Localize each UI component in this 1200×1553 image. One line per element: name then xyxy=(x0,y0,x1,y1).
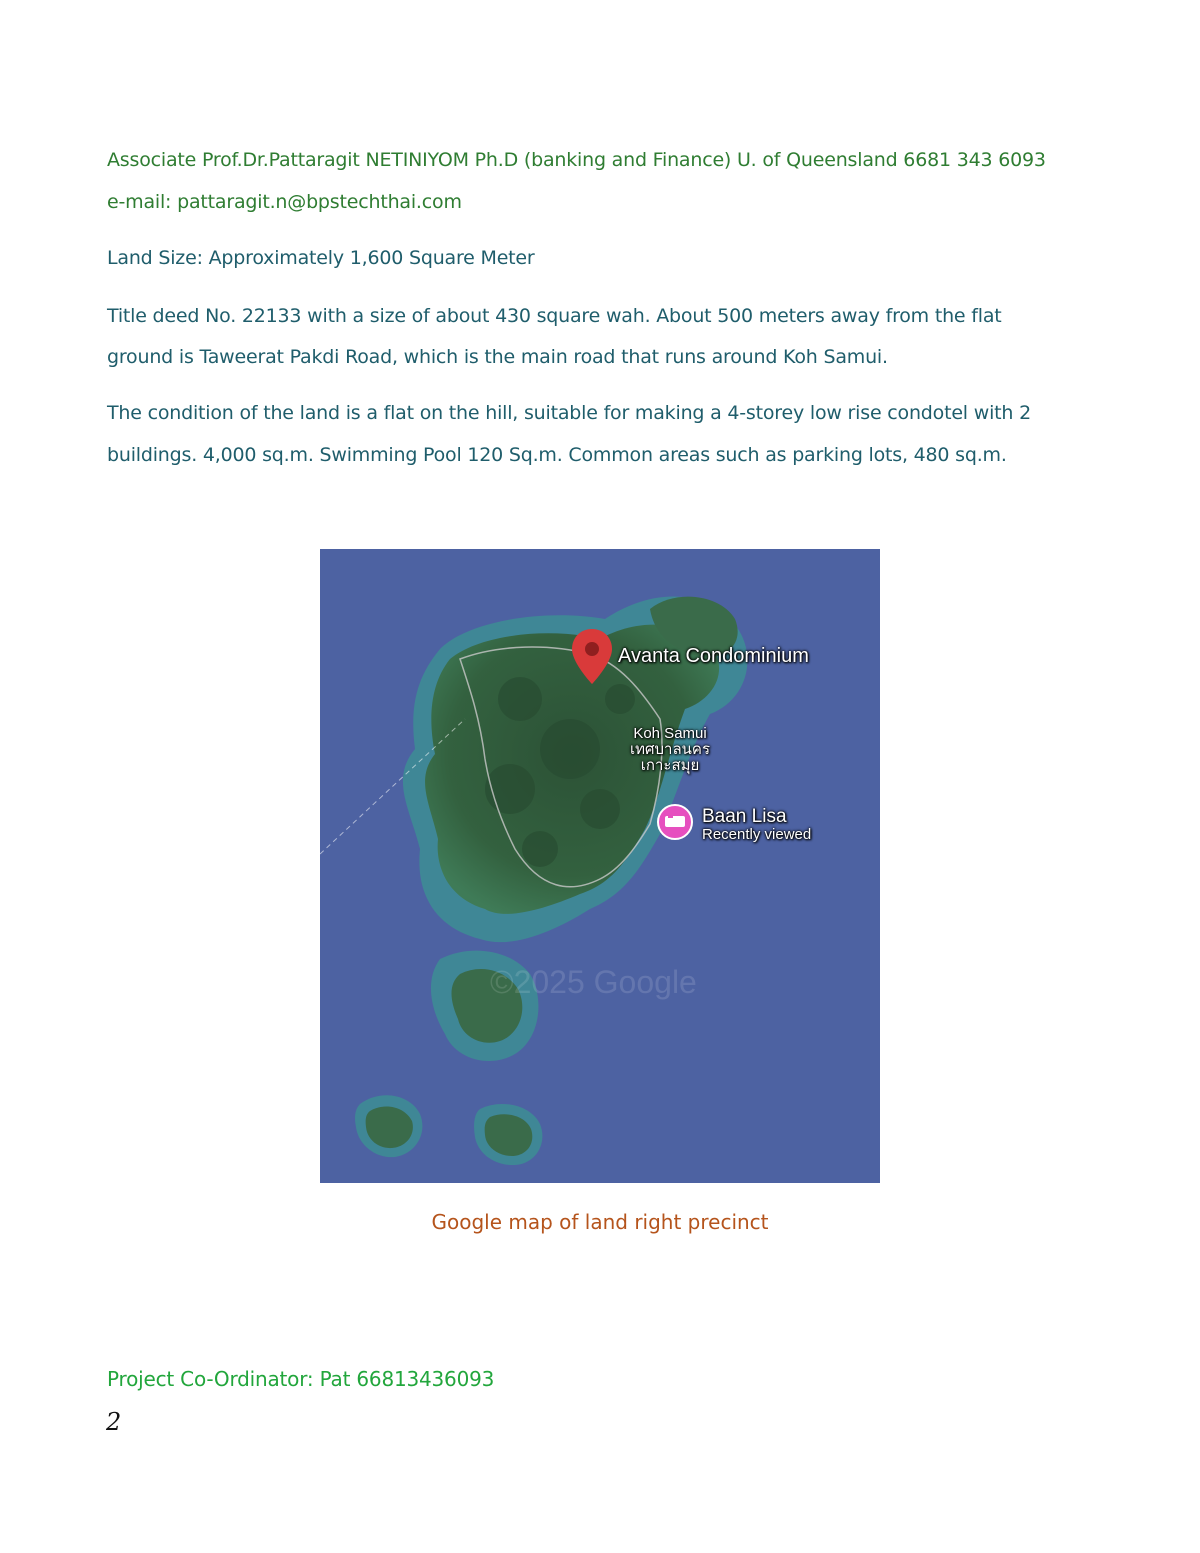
hotel-icon[interactable] xyxy=(658,805,692,839)
map-caption: Google map of land right precinct xyxy=(431,1210,769,1234)
island-label-en: Koh Samui xyxy=(633,725,707,742)
title-deed-line-2: ground is Taweerat Pakdi Road, which is the main road that runs around Koh Samui. xyxy=(107,346,888,368)
condition-line-2: buildings. 4,000 sq.m. Swimming Pool 120 Sq.m. Common areas such as parking lots, 480 sq.m. xyxy=(107,444,1007,466)
satellite-map xyxy=(320,549,880,1183)
page-number: 2 xyxy=(106,1408,122,1436)
place-sublabel: Recently viewed xyxy=(702,826,812,843)
map-watermark: ©2025 Google xyxy=(490,964,697,1000)
title-deed-line-1: Title deed No. 22133 with a size of about 430 square wah. About 500 meters away from the flat xyxy=(107,305,1002,327)
island-label xyxy=(630,726,710,774)
condition-line-1: The condition of the land is a flat on the hill, suitable for making a 4-storey low rise condotel with 2 xyxy=(107,402,1031,424)
coordinator-line: Project Co-Ordinator: Pat 66813436093 xyxy=(107,1367,495,1391)
island-label-th2: เกาะสมุย xyxy=(640,757,700,774)
email-line: e-mail: pattaragit.n@bpstechthai.com xyxy=(107,191,462,213)
place-label[interactable]: Baan Lisa xyxy=(702,806,787,827)
pin-label[interactable]: Avanta Condominium xyxy=(618,645,809,667)
island-label-th1: เทศบาลนคร xyxy=(630,741,711,758)
land-size-line: Land Size: Approximately 1,600 Square Meter xyxy=(107,247,535,269)
author-line: Associate Prof.Dr.Pattaragit NETINIYOM Ph.D (banking and Finance) U. of Queensland 6681 343 6093 xyxy=(107,149,1046,171)
